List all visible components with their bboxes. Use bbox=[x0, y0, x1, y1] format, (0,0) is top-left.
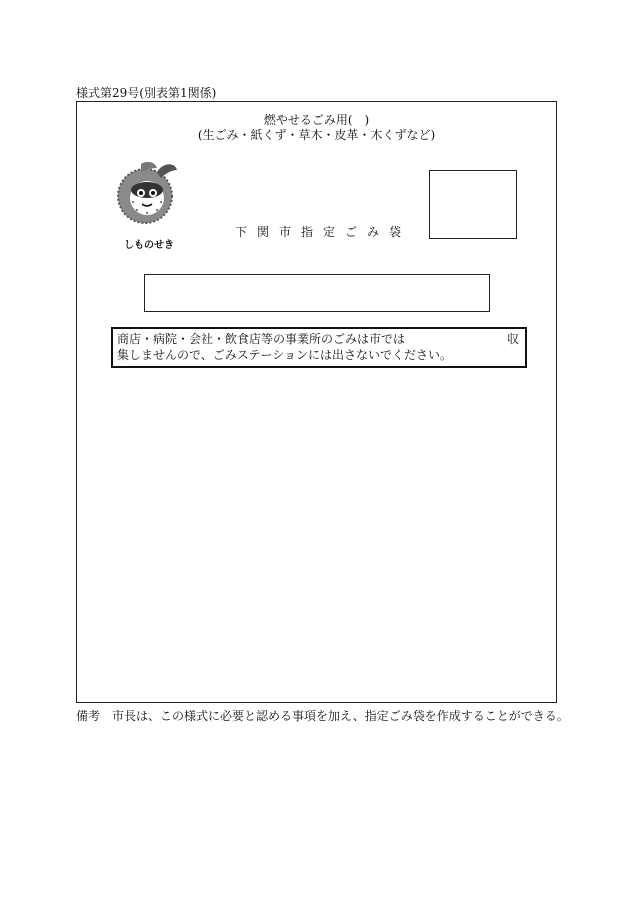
city-logo bbox=[111, 156, 187, 252]
stamp-box bbox=[429, 170, 517, 239]
bag-subtitle: (生ごみ・紙くず・草木・皮革・木くずなど) bbox=[197, 128, 436, 142]
blank-field bbox=[144, 274, 490, 312]
bag-name: 下関市指定ごみ袋 bbox=[235, 225, 412, 239]
notice-line1: 商店・病院・会社・飲食店等の事業所のごみは市では bbox=[117, 332, 406, 346]
logo-text: しものせき bbox=[124, 240, 174, 251]
pufferfish-icon bbox=[111, 156, 187, 236]
form-frame bbox=[76, 101, 557, 703]
notice-char: 収 bbox=[506, 332, 519, 346]
form-number: 様式第29号(別表第1関係) bbox=[76, 86, 217, 100]
bag-title: 燃やせるごみ用( ) bbox=[263, 113, 370, 127]
remark: 備考 市長は、この様式に必要と認める事項を加え、指定ごみ袋を作成することができる。 bbox=[76, 709, 569, 723]
notice-box bbox=[111, 327, 527, 368]
notice-line2: 集しませんので、ごみステーションには出さないでください。 bbox=[117, 348, 453, 362]
